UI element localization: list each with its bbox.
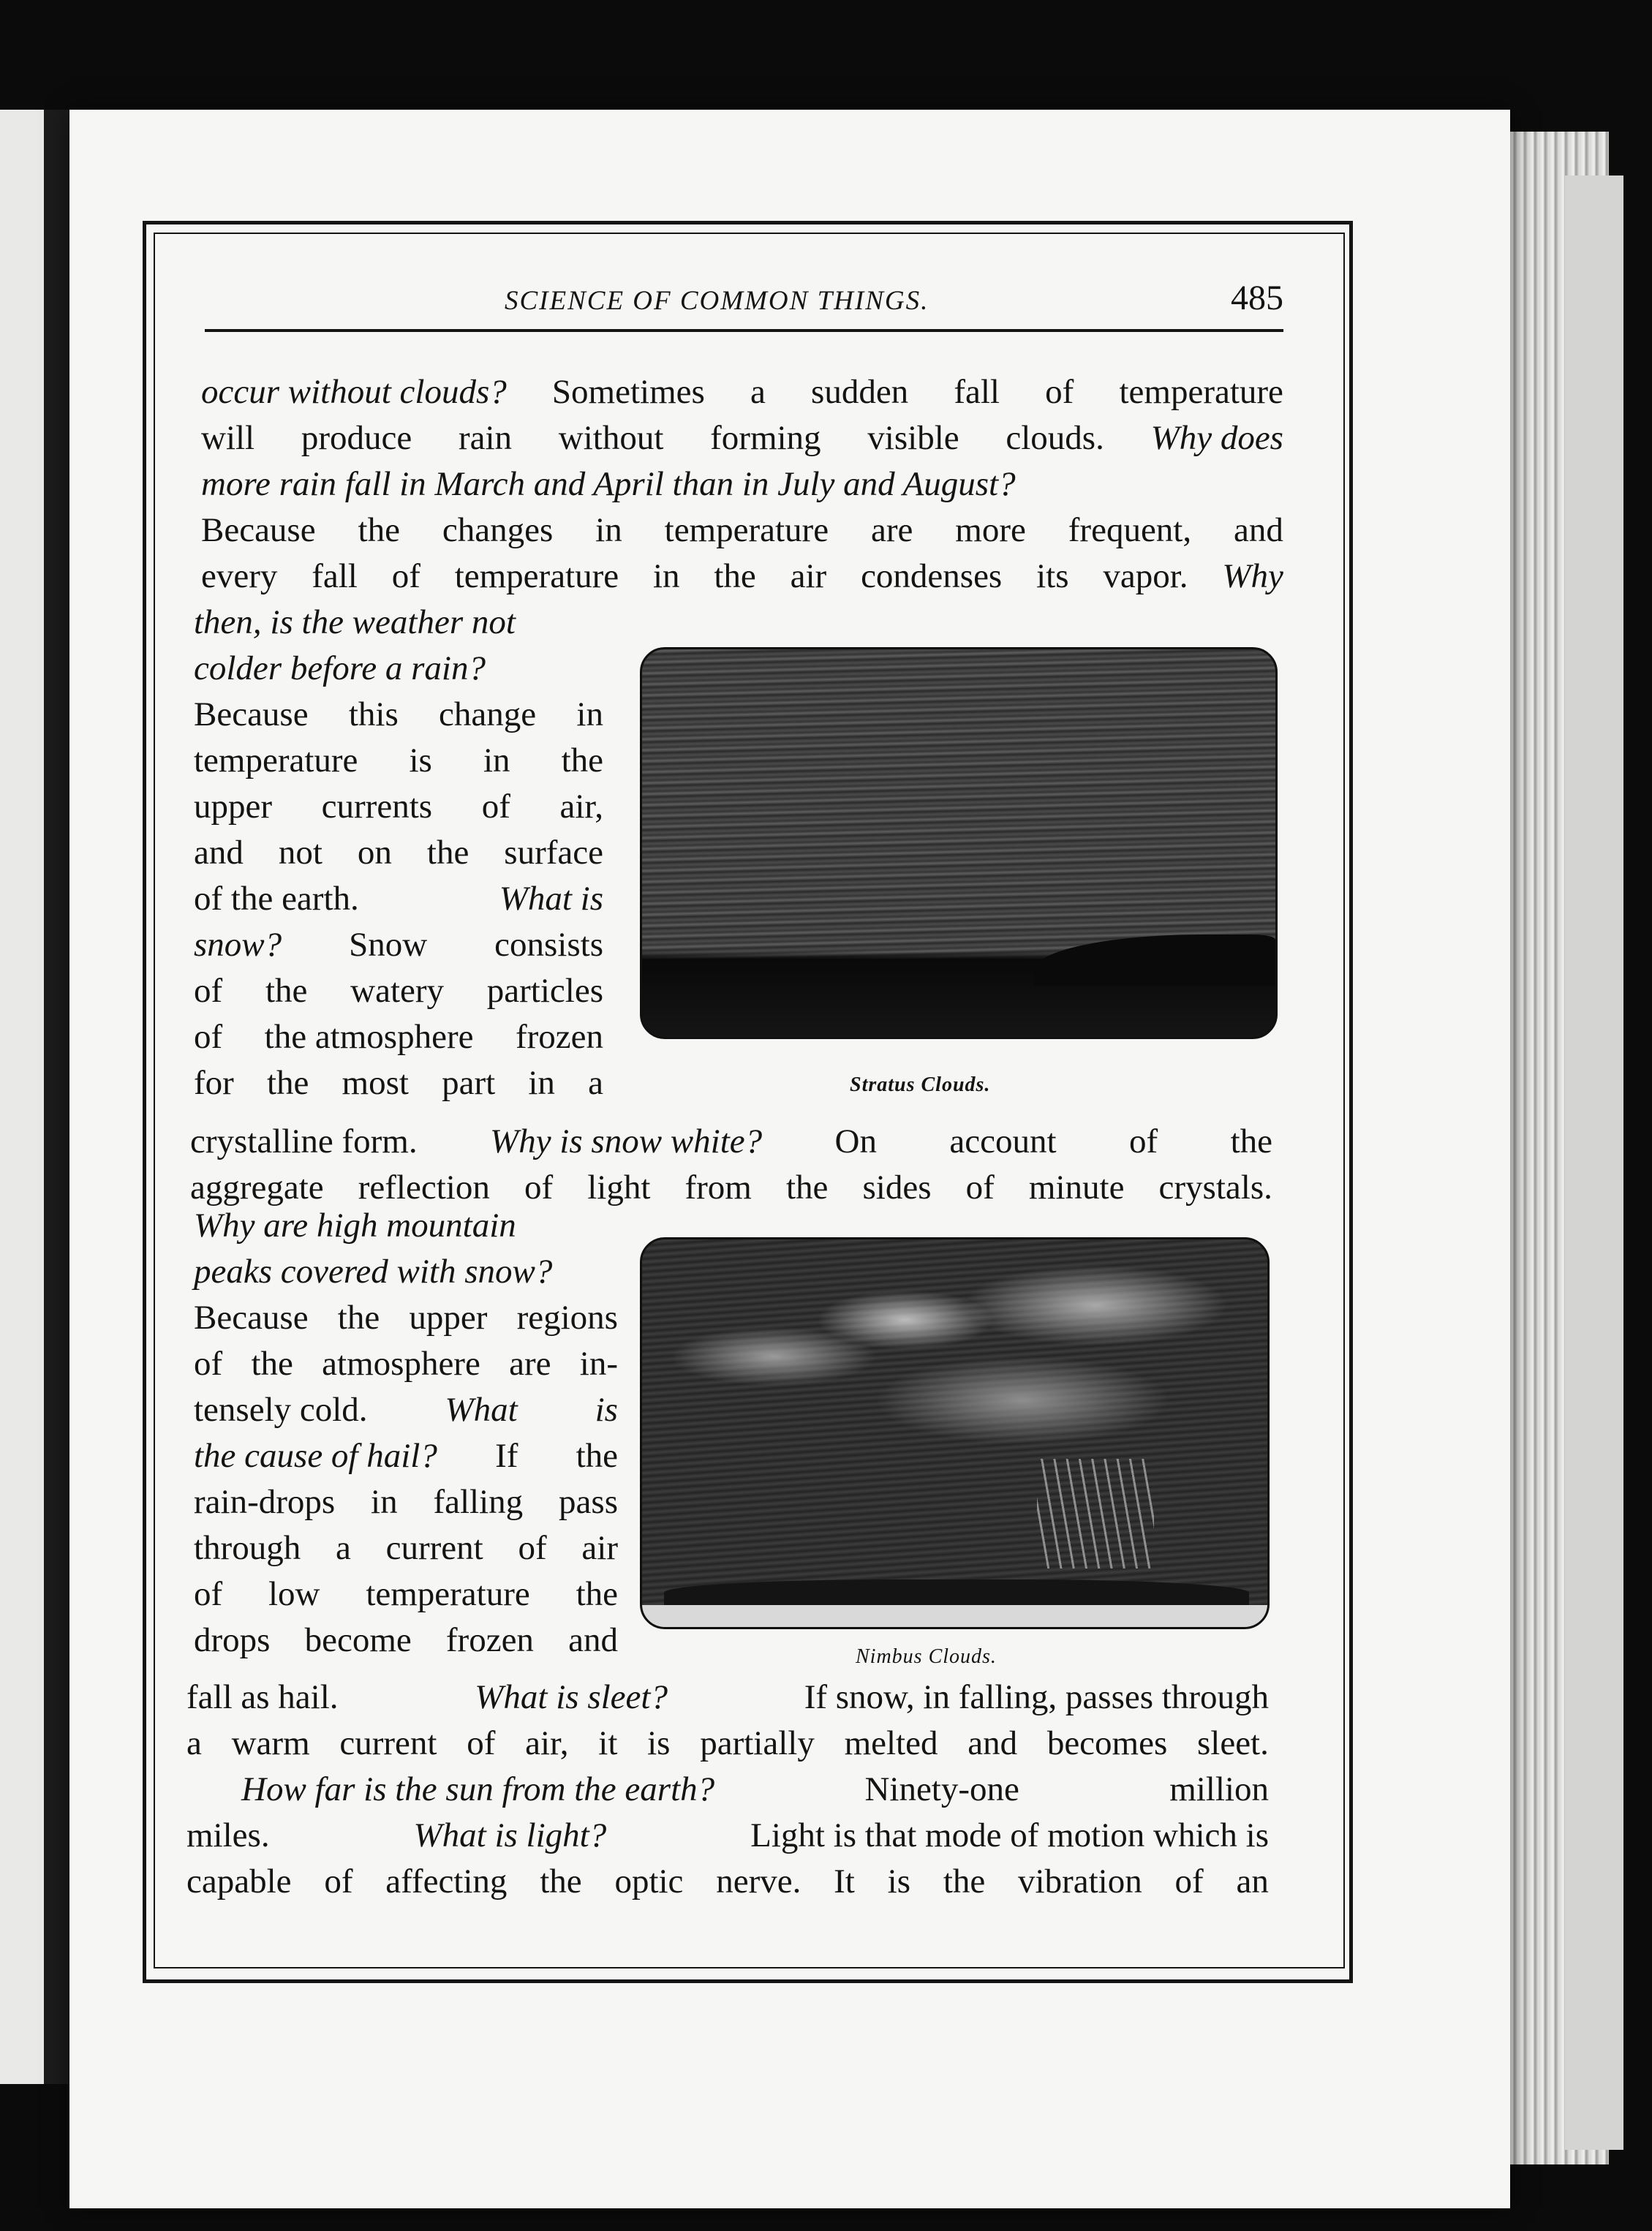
text-line: Because this change in [194,695,603,733]
text-line: rain-drops in falling pass [194,1483,618,1521]
text-line: a warm current of air, it is partially melted and becomes sleet. [186,1724,1269,1762]
page-header [205,278,1283,332]
text-line: fall as hail. What is sleet? If snow, in falling, passes through [186,1678,1269,1716]
page-number: 485 [1231,279,1283,317]
text-line: Why are high mountain [194,1207,516,1245]
text-line: peaks covered with snow? [194,1253,553,1291]
text-line: of the atmosphere frozen [194,1018,603,1056]
text-line: the cause of hail? If the [194,1437,618,1475]
text-line: then, is the weather not [194,603,516,641]
text-line: of the watery particles [194,972,603,1010]
text-line: of the earth. What is [194,880,603,918]
text-line: upper currents of air, [194,788,603,826]
text-line: will produce rain without forming visible clouds. Why does [201,419,1283,457]
text-line: more rain fall in March and April than in July and August? [201,465,1016,503]
text-line: and not on the surface [194,834,603,872]
text-line: colder before a rain? [194,649,486,687]
page-stack-back [1565,175,1623,2150]
text-line: crystalline form. Why is snow white? On account of the [190,1122,1272,1160]
text-line: of low temperature the [194,1575,618,1613]
previous-page-edge [0,110,44,2084]
text-line: of the atmosphere are in- [194,1345,618,1383]
paragraph-top [201,369,1283,600]
running-title: SCIENCE OF COMMON THINGS. [505,286,929,316]
text-line: occur without clouds? Sometimes a sudden fall of temperature [201,373,1283,411]
stratus-caption: Stratus Clouds. [850,1073,991,1096]
text-line: snow? Snow consists [194,926,603,964]
text-line: aggregate reflection of light from the sides of minute crystals. [190,1169,1272,1207]
text-line: Because the changes in temperature are more frequent, and [201,511,1283,549]
nimbus-caption: Nimbus Clouds. [856,1645,997,1668]
column-stratus [194,600,603,1106]
text-line: drops become frozen and [194,1621,618,1659]
text-line: Because the upper regions [194,1299,618,1337]
text-line: for the most part in a [194,1064,603,1102]
text-line: miles. What is light? Light is that mode of motion which is [186,1816,1269,1854]
text-line: through a current of air [194,1529,618,1567]
distant-hills [1034,935,1275,986]
column-nimbus [194,1203,618,1664]
stratus-clouds-illustration [640,647,1278,1039]
page-gutter-shadow [44,110,72,2084]
paragraph-bottom [186,1675,1269,1905]
water-surface [642,1605,1267,1627]
nimbus-clouds-illustration [640,1237,1270,1629]
text-line: every fall of temperature in the air condenses its vapor. Why [201,557,1283,595]
rain-streaks [1037,1459,1154,1569]
text-line: temperature is in the [194,741,603,779]
paragraph-middle [190,1119,1272,1211]
text-line: capable of affecting the optic nerve. It is the vibration of an [186,1862,1269,1900]
text-line: tensely cold. What is [194,1391,618,1429]
text-line: How far is the sun from the earth? Ninety-one million [241,1770,1269,1808]
